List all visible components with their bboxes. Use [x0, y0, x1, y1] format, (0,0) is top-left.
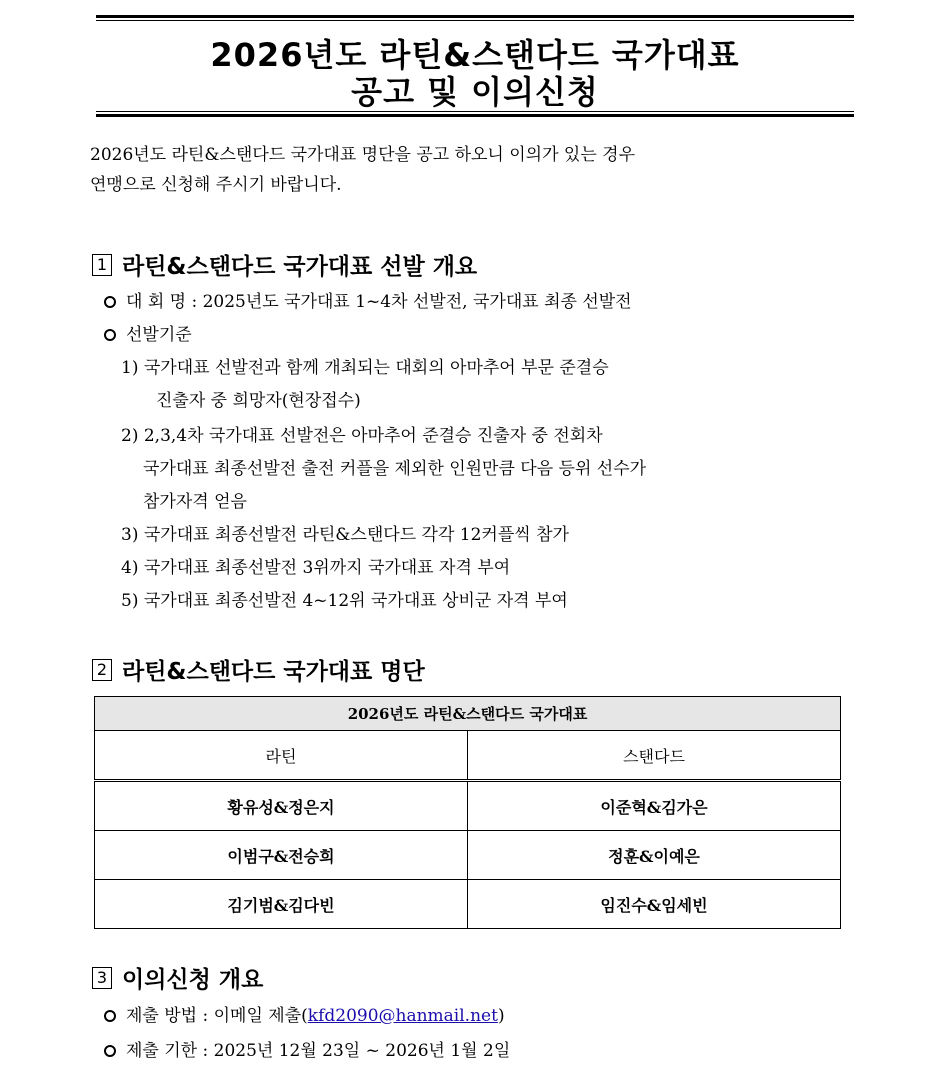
criteria-item: 3) 국가대표 최종선발전 라틴&스탠다드 각각 12커플씩 참가	[121, 525, 569, 545]
method-line	[104, 1001, 505, 1026]
intro-paragraph	[90, 140, 850, 200]
circle-bullet-icon	[104, 329, 116, 341]
section1-heading	[92, 248, 477, 281]
section2-number: 2	[92, 659, 112, 681]
criteria-item: 참가자격 얻음	[143, 492, 247, 512]
circle-bullet-icon	[104, 296, 116, 308]
method-label: 제출 방법 : 이메일 제출(	[126, 1006, 308, 1026]
section3-number: 3	[92, 967, 112, 989]
section1-number: 1	[92, 254, 112, 276]
standard-couple: 정훈&이예은	[468, 831, 841, 880]
criteria-item: 1) 국가대표 선발전과 함께 개최되는 대회의 아마추어 부문 준결승	[121, 358, 609, 378]
section3-heading-text: 이의신청 개요	[122, 967, 264, 993]
method-suffix: )	[497, 1006, 505, 1026]
section1-heading-text: 라틴&스탠다드 국가대표 선발 개요	[122, 254, 478, 280]
event-text: 대 회 명 : 2025년도 국가대표 1~4차 선발전, 국가대표 최종 선발전	[126, 292, 632, 312]
criteria-item: 국가대표 최종선발전 출전 커플을 제외한 인원만큼 다음 등위 선수가	[143, 459, 647, 479]
column-header-latin: 라틴	[95, 731, 468, 781]
standard-couple: 이준혁&김가은	[468, 781, 841, 831]
latin-couple: 황유성&정은지	[95, 781, 468, 831]
deadline-line	[104, 1036, 510, 1061]
event-line	[104, 287, 632, 312]
roster-table	[94, 696, 841, 929]
table-row	[95, 880, 841, 929]
intro-line-2: 연맹으로 신청해 주시기 바랍니다.	[90, 175, 342, 195]
column-header-standard: 스탠다드	[468, 731, 841, 781]
email-link[interactable]: kfd2090@hanmail.net	[307, 1006, 498, 1026]
intro-line-1: 2026년도 라틴&스탠다드 국가대표 명단을 공고 하오니 이의가 있는 경우	[90, 145, 636, 165]
criteria-item: 5) 국가대표 최종선발전 4~12위 국가대표 상비군 자격 부여	[121, 591, 568, 611]
table-caption: 2026년도 라틴&스탠다드 국가대표	[95, 697, 841, 731]
circle-bullet-icon	[104, 1010, 116, 1022]
title-rule-bottom	[96, 115, 854, 117]
table-row	[95, 781, 841, 831]
page-subtitle: 공고 및 이의신청	[351, 73, 599, 111]
standard-couple: 임진수&임세빈	[468, 880, 841, 929]
criteria-item: 진출자 중 희망자(현장접수)	[156, 391, 361, 411]
section2-heading-text: 라틴&스탠다드 국가대표 명단	[122, 659, 425, 685]
criteria-label-line	[104, 320, 192, 345]
title-rule-top	[96, 15, 854, 17]
page-title: 2026년도 라틴&스탠다드 국가대표	[210, 36, 740, 74]
section2-heading	[92, 653, 425, 686]
deadline-text: 제출 기한 : 2025년 12월 23일 ~ 2026년 1월 2일	[126, 1041, 511, 1061]
latin-couple: 김기범&김다빈	[95, 880, 468, 929]
circle-bullet-icon	[104, 1045, 116, 1057]
section3-heading	[92, 961, 263, 994]
criteria-label: 선발기준	[126, 325, 192, 345]
criteria-item: 4) 국가대표 최종선발전 3위까지 국가대표 자격 부여	[121, 558, 511, 578]
table-row	[95, 831, 841, 880]
latin-couple: 이범구&전승희	[95, 831, 468, 880]
title-box	[96, 17, 854, 115]
criteria-item: 2) 2,3,4차 국가대표 선발전은 아마추어 준결승 진출자 중 전회차	[121, 426, 603, 446]
